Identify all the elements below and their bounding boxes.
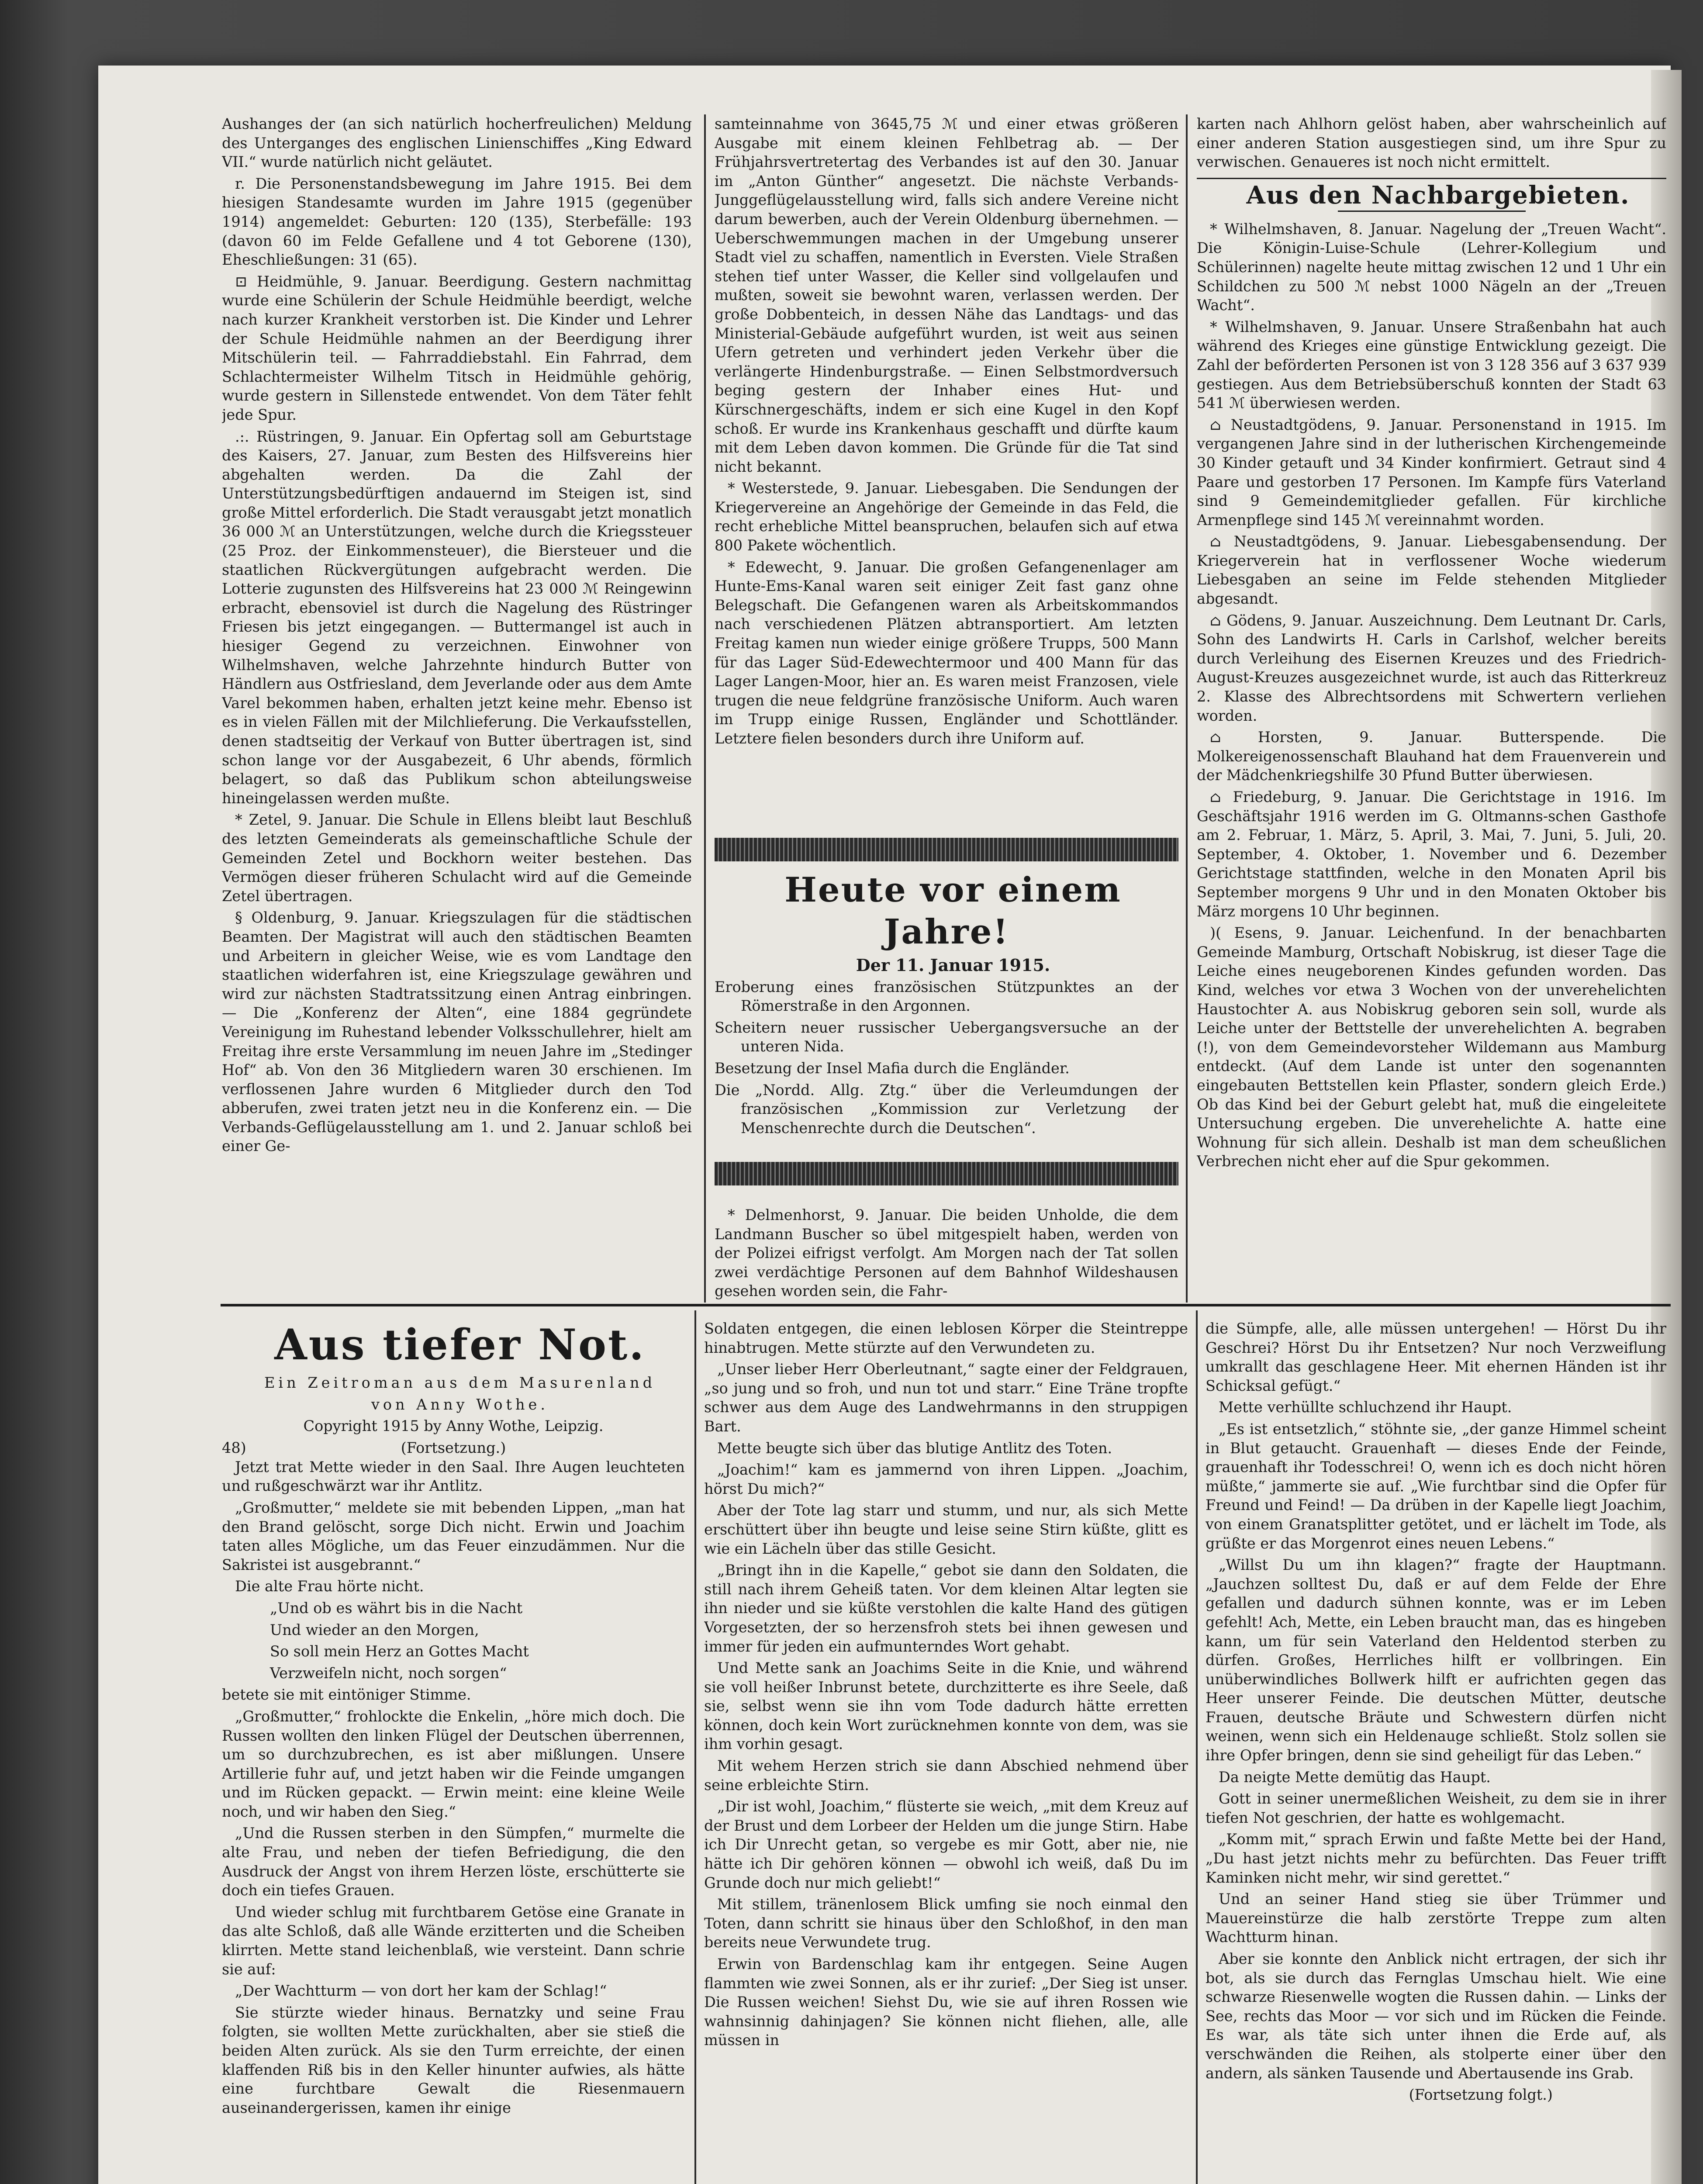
- heute-item: Scheitern neuer russischer Uebergangsversuche an der unteren Nida.: [715, 1019, 1178, 1055]
- article-paragraph: .:. Rüstringen, 9. Januar. Ein Opfertag soll am Geburtstage des Kaisers, 27. Januar, zum Besten des Hilfsvereins hier abgehalten werden. Da die Zahl der Unterstützungsbedürftigen andauernd im Steigen ist, sind große Mittel erforderlich. Die Stadt verausgabt jetzt monatlich 36 000 ℳ an Unterstützungen, welche durch die Kriegssteuer (25 Proz. der Einkommensteuer), die Biersteuer und die staatlichen Rückvergütungen aufgebracht werden. Die Lotterie zugunsten des Hilfsvereins hat 23 000 ℳ Reingewinn erbracht, ebensoviel ist durch die Nagelung des Rüstringer Friesen bis jetzt eingegangen. — Buttermangel ist auch in hiesiger Gegend zu verzeichnen. Einwohner von Wilhelmshaven, welche Jahrzehnte hindurch Butter von Händlern aus Ostfriesland, dem Jeverlande oder aus dem Amte Varel bekommen haben, erhalten jetzt keine mehr. Ebenso ist es in vielen Fällen mit der Milchlieferung. Die Verkaufsstellen, denen stadtseitig der Verkauf von Butter übertragen ist, sind schon lange vor der Ausgabezeit, 6 Uhr abends, förmlich belagert, so daß das Publikum schon abteilungsweise hineingelassen werden mußte.: [222, 428, 692, 807]
- novel-paragraph: Mette verhüllte schluchzend ihr Haupt.: [1219, 1399, 1512, 1416]
- novel-paragraph: Mit stillem, tränenlosem Blick umfing sie noch einmal den Toten, dann schritt sie hinaus über den Schloßhof, in den man bereits neue Verwundete trug.: [704, 1896, 1188, 1951]
- novel-paragraph: betete sie mit eintöniger Stimme.: [222, 1686, 471, 1704]
- article-paragraph: )( Esens, 9. Januar. Leichenfund. In der benachbarten Gemeinde Mamburg, Ortschaft Nobiskrug, ist dieser Tage die Leiche eines neugeborenen Kindes gefunden worden. Das Kind, welches vor etwa 3 Wochen von der unverehelichten Haustochter A. aus Nobiskrug geboren sein soll, wurde als Leiche unter der Bettstelle der unverehelichten A. begraben (!), von dem Gemeindevorsteher Wildemann aus Mamburg entdeckt. (Auf dem Lande ist unter den sogenannten eingebauten Bettstellen kein Pflaster, sondern gleich Erde.) Ob das Kind bei der Geburt gelebt hat, muß die eingeleitete Untersuchung ergeben. Die unverehelichte A. hatte eine Wohnung für sich allein. Deshalb ist man dem scheußlichen Verbrechen nicht eher auf die Spur gekommen.: [1197, 924, 1666, 1170]
- section-separator: [221, 1304, 1671, 1306]
- column-rule: [1186, 114, 1188, 1303]
- novel-paragraph: „Willst Du um ihn klagen?“ fragte der Hauptmann. „Jauchzen solltest Du, daß er auf dem Felde der Ehre gefallen und dadurch sühnen konnte, was er im Leben gefehlt! Ach, Mette, ein Leben braucht man, das es hingeben kann, um für sein Vaterland den Heldentod sterben zu dürfen. Großes, Herrliches hilft er vollbringen. Ein unüberwindliches Bollwerk hilft er aufrichten gegen das Heer unserer Feinde. Die deutschen Mütter, deutsche Frauen, deutsche Bräute und Schwestern dürfen nicht weinen, wenn sich ein Heldenauge schließt. Stolz sollen sie ihre Opfer bringen, denn sie sind geheiligt für das Leben.“: [1206, 1556, 1666, 1764]
- novel-paragraph: „Großmutter,“ frohlockte die Enkelin, „höre mich doch. Die Russen wollten den linken Flügel der Deutschen überrennen, um so durchzubrechen, es ist aber mißlungen. Unsere Artillerie fuhr auf, und jetzt haben wir die Feinde umgangen und im Rücken gepackt. — Erwin meint: eine kleine Weile noch, und wir haben den Sieg.“: [222, 1707, 685, 1820]
- novel-paragraph: Die alte Frau hörte nicht.: [235, 1578, 424, 1595]
- heute-date: Der 11. Januar 1915.: [856, 955, 1050, 975]
- article-rule: [1338, 211, 1526, 212]
- article-paragraph: karten nach Ahlhorn gelöst haben, aber wahrscheinlich auf einer anderen Station ausgestiegen sind, um ihre Spur zu verwischen. Genaueres ist noch nicht ermittelt.: [1197, 115, 1666, 171]
- article-paragraph: * Edewecht, 9. Januar. Die großen Gefangenenlager am Hunte-Ems-Kanal waren seit einiger Zeit fast ganz ohne Belegschaft. Die Gefangenen waren als Arbeitskommandos nach verschiedenen Plätzen abtransportiert. Am letzten Freitag kamen nun wieder einige größere Trupps, 500 Mann für das Lager Süd-Edewechtermoor und 400 Mann für das Lager Langen-Moor, hier an. Es waren meist Franzosen, viele trugen die neue feldgrüne französische Uniform. Auch waren im Trupp einige Russen, Engländer und Schottländer. Letztere fielen besonders durch ihre Uniform auf.: [715, 558, 1178, 747]
- novel-verse-line: Verzweifeln nicht, noch sorgen“: [270, 1664, 507, 1682]
- novel-title: Aus tiefer Not.: [274, 1320, 646, 1369]
- news-column-2-continued: [715, 1206, 1178, 1303]
- novel-paragraph: die Sümpfe, alle, alle müssen untergehen! — Hörst Du ihr Geschrei? Hörst Du ihr Entsetzen? Nur noch Verzweiflung umkrallt das geschlagene Heer. Mit ehernen Händen ist ihr Schicksal gefügt.“: [1206, 1320, 1666, 1394]
- section-heading: Aus den Nachbargebieten.: [1246, 180, 1630, 210]
- novel-paragraph: Mit wehem Herzen strich sie dann Abschied nehmend über seine erbleichte Stirn.: [704, 1757, 1188, 1794]
- novel-paragraph: „Bringt ihn in die Kapelle,“ gebot sie dann den Soldaten, die still nach ihrem Geheiß taten. Vor dem kleinen Altar legten sie ihn nieder und sie küßte verstohlen die kalte Hand des gütigen Vorgesetzten, der so herzensfroh stets bei ihnen gewesen und immer für jeden ein aufmunterndes Wort gehabt.: [704, 1562, 1188, 1655]
- heute-title: Heute vor einem Jahre!: [784, 870, 1122, 952]
- heute-item: Die „Nordd. Allg. Ztg.“ über die Verleumdungen der französischen „Kommission zur Verletzung der Menschenrechte durch die Deutschen“.: [715, 1081, 1178, 1137]
- novel-verse-line: Und wieder an den Morgen,: [270, 1621, 479, 1638]
- heute-box: [715, 869, 1178, 1149]
- column-rule: [704, 114, 706, 1303]
- novel-paragraph: Soldaten entgegen, die einen leblosen Körper die Steintreppe hinabtrugen. Mette stürzte auf den Verwundeten zu.: [704, 1320, 1188, 1356]
- article-paragraph: ⌂ Friedeburg, 9. Januar. Die Gerichtstage in 1916. Im Geschäftsjahr 1916 werden im G. Oltmanns-schen Gasthofe am 2. Februar, 1. März, 5. April, 3. Mai, 7. Juni, 5. Juli, 20. September, 4. Oktober, 1. November und 6. Dezember Gerichtstage stattfinden, welche in den Monaten April bis September morgens 9 Uhr und in den Monaten Oktober bis März morgens 10 Uhr beginnen.: [1197, 788, 1666, 920]
- novel-paragraph: Und wieder schlug mit furchtbarem Getöse eine Granate in das alte Schloß, daß alle Wände erzitterten und die Scheiben klirrten. Mette stand leichenblaß, wie versteint. Dann schrie sie auf:: [222, 1903, 685, 1978]
- novel-paragraph: Und Mette sank an Joachims Seite in die Knie, und während sie voll heißer Inbrunst betete, durchzitterte es ihre Seele, daß sie, selbst wenn sie ihn vom Tode dadurch hätte erretten können, doch kein Wort zurücknehmen konnte von dem, was sie ihm vorhin gesagt.: [704, 1659, 1188, 1753]
- article-paragraph: * Wilhelmshaven, 8. Januar. Nagelung der „Treuen Wacht“. Die Königin-Luise-Schule (Lehrer-Kollegium und Schülerinnen) nagelte heute mittag zwischen 12 und 1 Uhr ein Schildchen zu 500 ℳ nebst 1000 Nägeln an der „Treuen Wacht“.: [1197, 220, 1666, 314]
- novel-paragraph: „Und die Russen sterben in den Sümpfen,“ murmelte die alte Frau, und neben der tiefen Befriedigung, die den Ausdruck der Angst von ihrem Herzen löste, erschütterte sie doch ein tiefes Grauen.: [222, 1825, 685, 1899]
- novel-column-3: [1206, 1319, 1666, 2184]
- article-paragraph: Aushanges der (an sich natürlich hocherfreulichen) Meldung des Unterganges des englischen Linienschiffes „King Edward VII.“ wurde natürlich nicht geläutet.: [222, 115, 692, 171]
- article-paragraph: § Oldenburg, 9. Januar. Kriegszulagen für die städtischen Beamten. Der Magistrat will auch den städtischen Beamten und Arbeitern in gleicher Weise, wie es vom Landtage den staatlichen widerfahren ist, eine Kriegszulage gewähren und wird zur nächsten Stadtratssitzung einen Antrag einbringen. — Die „Konferenz der Alten“, eine 1884 gegründete Vereinigung im Ruhestand lebender Volksschullehrer, hielt am Freitag ihre erste Versammlung im neuen Jahre im „Stedinger Hof“ ab. Von den 36 Mitgliedern waren 30 erschienen. Im verflossenen Jahre wurden 6 Mitglieder durch den Tod abberufen, zwei traten jetzt neu in die Konferenz ein. — Die Verbands-Geflügelausstellung am 1. und 2. Januar schloß bei einer Ge-: [222, 909, 692, 1155]
- novel-column-1: [222, 1319, 685, 2184]
- novel-paragraph: „Joachim!“ kam es jammernd von ihren Lippen. „Joachim, hörst Du mich?“: [704, 1461, 1188, 1497]
- heute-item: Eroberung eines französischen Stützpunktes an der Römerstraße in den Argonnen.: [715, 978, 1178, 1015]
- article-paragraph: * Delmenhorst, 9. Januar. Die beiden Unholde, die dem Landmann Buscher so übel mitgespielt haben, werden von der Polizei eifrigst verfolgt. Am Morgen nach der Tat sollen zwei verdächtige Personen auf dem Bahnhof Wildeshausen gesehen worden sein, die Fahr-: [715, 1206, 1178, 1300]
- novel-subtitle: Ein Zeitroman aus dem Masurenland: [264, 1374, 656, 1391]
- novel-continuation: (Fortsetzung.): [401, 1439, 506, 1456]
- novel-paragraph: „Komm mit,“ sprach Erwin und faßte Mette bei der Hand, „Du hast jetzt nichts mehr zu befürchten. Das Feuer trifft Kaminken nicht mehr, wir sind gerettet.“: [1206, 1831, 1666, 1886]
- news-column-2: [715, 114, 1178, 822]
- novel-paragraph: „Dir ist wohl, Joachim,“ flüsterte sie weich, „mit dem Kreuz auf der Brust und dem Lorbeer der Helden um die junge Stirn. Habe ich Dir Unrecht getan, so vergebe es mir Gott, aber nie, nie hätte ich Dir gehören können — obwohl ich weiß, daß Du im Grunde doch nur mich geliebt!“: [704, 1798, 1188, 1891]
- novel-verse-line: So soll mein Herz an Gottes Macht: [270, 1643, 529, 1660]
- article-paragraph: * Zetel, 9. Januar. Die Schule in Ellens bleibt laut Beschluß des letzten Gemeinderats als gemeinschaftliche Schule der Gemeinden Zetel und Bockhorn weiter bestehen. Das Vermögen dieser früheren Schulacht wird auf die Gemeinde Zetel übertragen.: [222, 811, 692, 905]
- decorative-banner: [715, 1162, 1178, 1185]
- novel-header-line: [222, 1438, 685, 1458]
- article-paragraph: samteinnahme von 3645,75 ℳ und einer etwas größeren Ausgabe mit einem kleinen Fehlbetrag ab. — Der Frühjahrsvertretertag des Verbandes ist auf den 30. Januar im „Anton Günther“ angesetzt. Die nächste Verbands-Junggeflügelausstellung wird, falls sich andere Vereine nicht darum bewerben, auch der Verein Oldenburg übernehmen. — Ueberschwemmungen machen in der Umgebung unserer Stadt viel zu schaffen, namentlich in Eversten. Viele Straßen stehen tief unter Wasser, die Keller sind vollgelaufen und mußten, soweit sie bewohnt waren, verlassen werden. Der große Dobbenteich, in dessen Nähe das Landtags- und das Ministerial-Gebäude aufgeführt wurden, ist weit aus seinen Ufern getreten und verhindert jeden Verkehr über die verlängerte Hindenburgstraße. — Einen Selbstmordversuch beging gestern der Inhaber eines Hut- und Kürschnergeschäfts, indem er sich eine Kugel in den Kopf schoß. Er wurde ins Krankenhaus geschafft und dürfte kaum mit dem Leben davon kommen. Die Gründe für die Tat sind nicht bekannt.: [715, 115, 1178, 475]
- novel-paragraph: Und an seiner Hand stieg sie über Trümmer und Mauereinstürze die halb zerstörte Treppe zum alten Wachtturm hinan.: [1206, 1890, 1666, 1946]
- novel-paragraph: Mette beugte sich über das blutige Antlitz des Toten.: [717, 1439, 1112, 1457]
- article-paragraph: r. Die Personenstandsbewegung im Jahre 1915. Bei dem hiesigen Standesamte wurden im Jahre 1915 (gegenüber 1914) angemeldet: Geburten: 120 (135), Sterbefälle: 193 (davon 60 im Felde Gefallene und 4 tot Geborene (130), Eheschließungen: 31 (65).: [222, 175, 692, 269]
- article-paragraph: ⌂ Gödens, 9. Januar. Auszeichnung. Dem Leutnant Dr. Carls, Sohn des Landwirts H. Carls in Carlshof, welcher bereits durch Verleihung des Eisernen Kreuzes und des Friedrich-August-Kreuzes ausgezeichnet wurde, ist auch das Ritterkreuz 2. Klasse des Albrechtsordens mit Schwertern verliehen worden.: [1197, 612, 1666, 724]
- novel-paragraph: Aber der Tote lag starr und stumm, und nur, als sich Mette erschüttert über ihn beugte und leise seine Stirn küßte, glitt es wie ein Lächeln über das stille Gesicht.: [704, 1502, 1188, 1557]
- novel-column-2: [704, 1319, 1188, 2184]
- novel-paragraph: Erwin von Bardenschlag kam ihr entgegen. Seine Augen flammten wie zwei Sonnen, als er ihr zurief: „Der Sieg ist unser. Die Russen weichen! Siehst Du, wie sie auf ihren Rossen wie wahnsinnig dahinjagen? Sie können nicht fliehen, alle, alle müssen in: [704, 1956, 1188, 2049]
- article-paragraph: ⊡ Heidmühle, 9. Januar. Beerdigung. Gestern nachmittag wurde eine Schülerin der Schule Heidmühle beerdigt, welche nach kurzer Krankheit verstorben ist. Die Kinder und Lehrer der Schule Heidmühle nahmen an der Beerdigung ihrer Mitschülerin teil. — Fahrraddiebstahl. Ein Fahrrad, dem Schlachtermeister Wilhelm Titsch in Heidmühle gehörig, wurde gestern in Sillenstede entwendet. Von dem Täter fehlt jede Spur.: [222, 273, 692, 423]
- decorative-banner: [715, 838, 1178, 861]
- novel-paragraph: Sie stürzte wieder hinaus. Bernatzky und seine Frau folgten, sie wollten Mette zurückhalten, aber sie stieß die beiden Alten zurück. Als sie den Turm erreichte, der einen klaffenden Riß bis in den Keller hinunter aufwies, als hätte eine furchtbare Gewalt die Riesenmauern auseinandergerissen, kamen ihr einige: [222, 2004, 685, 2116]
- novel-paragraph: „Unser lieber Herr Oberleutnant,“ sagte einer der Feldgrauen, „so jung und so froh, und nun tot und starr.“ Eine Träne tropfte schwer aus dem Auge des Landwehrmanns in den struppigen Bart.: [704, 1361, 1188, 1435]
- article-paragraph: * Wilhelmshaven, 9. Januar. Unsere Straßenbahn hat auch während des Krieges eine günstige Entwicklung gezeigt. Die Zahl der beförderten Personen ist von 3 128 356 auf 3 637 939 gestiegen. Aus dem Betriebsüberschuß konnten der Stadt 63 541 ℳ überwiesen werden.: [1197, 318, 1666, 412]
- novel-author: von Anny Wothe.: [371, 1396, 549, 1413]
- article-paragraph: ⌂ Horsten, 9. Januar. Butterspende. Die Molkereigenossenschaft Blauhand hat dem Frauenverein und der Mädchenkriegshilfe 30 Pfund Butter überwiesen.: [1197, 729, 1666, 784]
- article-rule: [1197, 178, 1666, 179]
- news-column-1: [222, 114, 692, 1303]
- article-paragraph: ⌂ Neustadtgödens, 9. Januar. Personenstand in 1915. Im vergangenen Jahre sind in der lutherischen Kirchengemeinde 30 Kinder getauft und 34 Kinder konfirmiert. Getraut sind 4 Paare und gestorben 17 Personen. Im Kampfe fürs Vaterland sind 9 Gemeindemitglieder gefallen. Für kirchliche Armenpflege sind 145 ℳ vereinnahmt worden.: [1197, 416, 1666, 529]
- novel-verse-line: „Und ob es währt bis in die Nacht: [270, 1599, 523, 1617]
- news-column-3: [1197, 114, 1666, 1303]
- novel-installment-number: 48): [222, 1439, 246, 1456]
- novel-paragraph: „Es ist entsetzlich,“ stöhnte sie, „der ganze Himmel scheint in Blut getaucht. Grauenhaft — dieses Ende der Feinde, grauenhaft ihr Todesschrei! O, wenn ich es doch nicht hören müßte,“ jammerte sie auf. „Wie furchtbar sind die Opfer für Freund und Feind! — Da drüben in der Kapelle liegt Joachim, von einem Granatsplitter getötet, und er lächelt im Tode, als grüßte er das Morgenrot eines neuen Lebens.“: [1206, 1420, 1666, 1552]
- novel-paragraph: Da neigte Mette demütig das Haupt.: [1219, 1768, 1491, 1786]
- column-rule: [694, 1310, 696, 2184]
- novel-paragraph: Jetzt trat Mette wieder in den Saal. Ihre Augen leuchteten und rußgeschwärzt war ihr Antlitz.: [222, 1458, 685, 1495]
- novel-end-note: (Fortsetzung folgt.): [1409, 2086, 1553, 2104]
- novel-copyright: Copyright 1915 by Anny Wothe, Leipzig.: [303, 1417, 604, 1435]
- column-rule: [1196, 1310, 1198, 2184]
- novel-paragraph: „Der Wachtturm — von dort her kam der Schlag!“: [235, 1982, 607, 2000]
- article-paragraph: ⌂ Neustadtgödens, 9. Januar. Liebesgabensendung. Der Kriegerverein hat in verflossener Woche wiederum Liebesgaben an seine im Felde stehenden Mitglieder abgesandt.: [1197, 533, 1666, 608]
- article-paragraph: * Westerstede, 9. Januar. Liebesgaben. Die Sendungen der Kriegervereine an Angehörige der Gemeinde in das Feld, die recht erhebliche Mittel beanspruchen, belaufen sich auf etwa 800 Pakete wöchentlich.: [715, 480, 1178, 554]
- novel-paragraph: „Großmutter,“ meldete sie mit bebenden Lippen, „man hat den Brand gelöscht, sorge Dich nicht. Erwin und Joachim taten alles Mögliche, um das Feuer einzudämmen. Nur die Sakristei ist ausgebrannt.“: [222, 1499, 685, 1573]
- heute-item: Besetzung der Insel Mafia durch die Engländer.: [715, 1059, 1070, 1077]
- novel-paragraph: Aber sie konnte den Anblick nicht ertragen, der sich ihr bot, als sie durch das Fernglas Umschau hielt. Wie eine schwarze Riesenwelle wogten die Russen dahin. — Links der See, rechts das Moor — vor sich und im Rücken die Feinde. Es war, als täte sich unter ihnen die Erde auf, als verschwänden die Reihen, als stolperte einer über den andern, als sänken Tausende und Abertausende ins Grab.: [1206, 1950, 1666, 2082]
- novel-paragraph: Gott in seiner unermeßlichen Weisheit, zu dem sie in ihrer tiefen Not geschrien, der hatte es wohlgemacht.: [1206, 1790, 1666, 1826]
